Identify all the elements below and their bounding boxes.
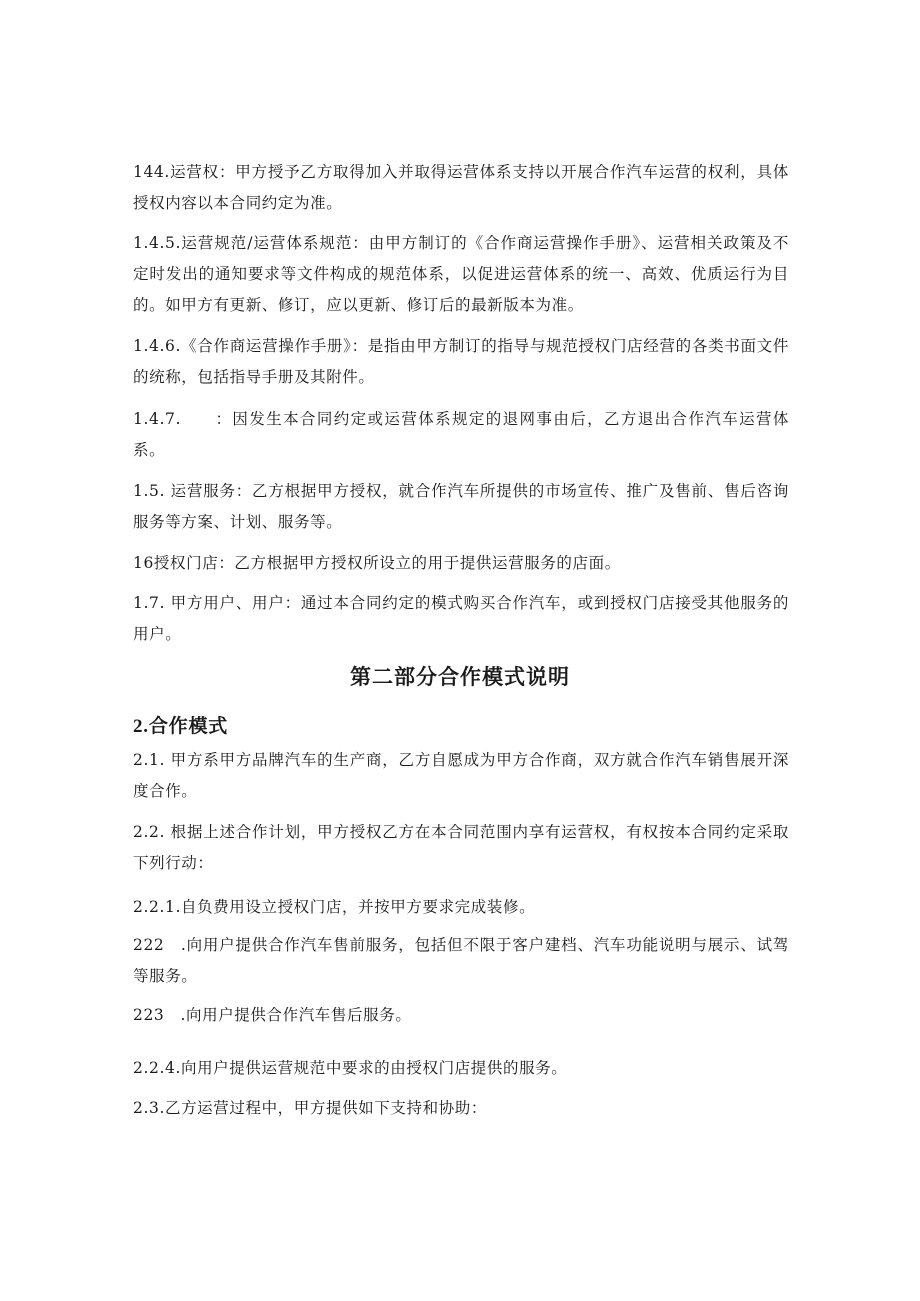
subsection-heading [133, 711, 228, 738]
clause-2-2: 2.2. 根据上述合作计划，甲方授权乙方在本合同范围内享有运营权，有权按本合同约定采取下列行动： [133, 823, 789, 872]
clause-1-4-5: 1.4.5.运营规范/运营体系规范：由甲方制订的《合作商运营操作手册》、运营相关政策及不定时发出的通知要求等文件构成的规范体系，以促进运营体系的统一、高效、优质运行为目的。如甲方有更新、修订，应以更新、修订后的最新版本为准。 [133, 234, 789, 314]
clause-1-4-6: 1.4.6.《合作商运营操作手册》：是指由甲方制订的指导与规范授权门店经营的各类书面文件的统称，包括指导手册及其附件。 [133, 337, 789, 386]
clause-1-4-4: 144.运营权：甲方授予乙方取得加入并取得运营体系支持以开展合作汽车运营的权利，具体授权内容以本合同约定为准。 [133, 163, 789, 212]
clause-1-5: 1.5. 运营服务：乙方根据甲方授权，就合作汽车所提供的市场宣传、推广及售前、售后咨询服务等方案、计划、服务等。 [133, 482, 789, 531]
clause-2-2-3: 223 .向用户提供合作汽车售后服务。 [133, 1006, 412, 1024]
clause-1-6: 16授权门店：乙方根据甲方授权所设立的用于提供运营服务的店面。 [133, 554, 621, 572]
clause-2-2-1: 2.2.1.自负费用设立授权门店，并按甲方要求完成装修。 [133, 898, 536, 916]
clause-2-3: 2.3.乙方运营过程中，甲方提供如下支持和协助： [133, 1099, 487, 1117]
section-title: 第二部分合作模式说明 [350, 664, 570, 689]
clause-2-1: 2.1. 甲方系甲方品牌汽车的生产商，乙方自愿成为甲方合作商，双方就合作汽车销售展开深度合作。 [133, 751, 789, 800]
clause-1-4-7: 1.4.7. ：因发生本合同约定或运营体系规定的退网事由后，乙方退出合作汽车运营体系。 [133, 410, 789, 459]
subsection-number: 2. [133, 716, 149, 737]
clause-2-2-2: 222 .向用户提供合作汽车售前服务，包括但不限于客户建档、汽车功能说明与展示、试驾等服务。 [133, 936, 789, 985]
clause-1-7: 1.7. 甲方用户、用户：通过本合同约定的模式购买合作汽车，或到授权门店接受其他服务的用户。 [133, 594, 789, 643]
subsection-title: 合作模式 [148, 715, 229, 737]
clause-2-2-4: 2.2.4.向用户提供运营规范中要求的由授权门店提供的服务。 [133, 1059, 568, 1077]
